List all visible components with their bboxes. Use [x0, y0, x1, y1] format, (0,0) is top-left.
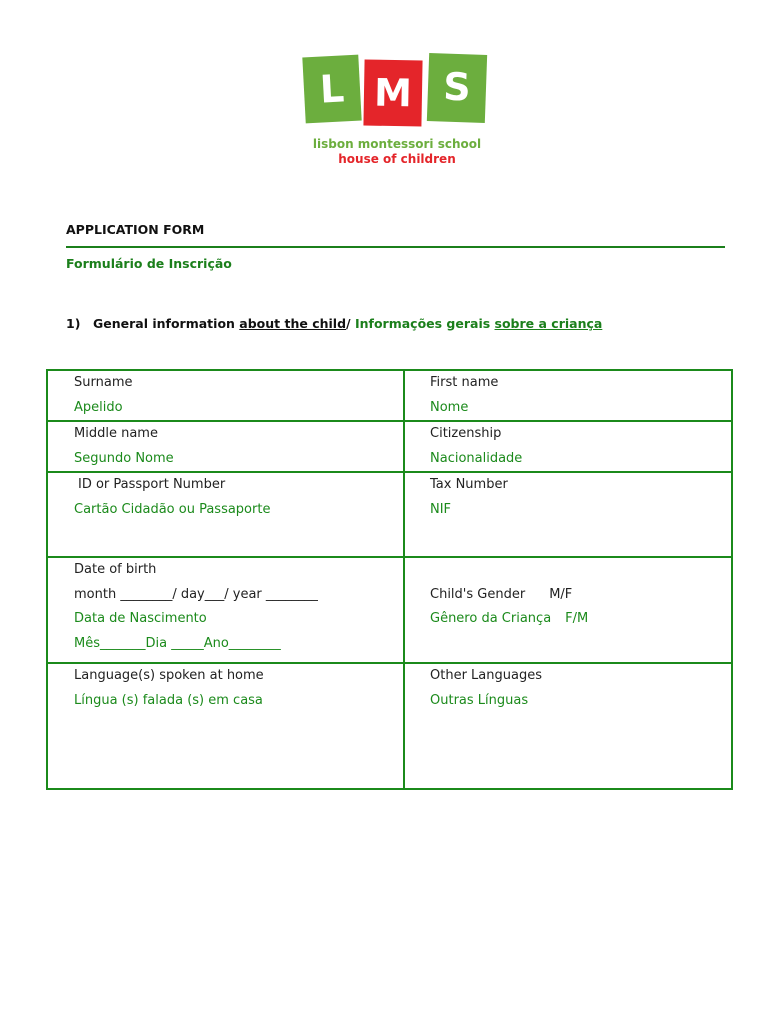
section-separator: /	[346, 316, 355, 331]
table-row	[47, 370, 732, 421]
first-name-label-pt: Nome	[430, 399, 469, 415]
section-title-pt-underlined: sobre a criança	[494, 316, 603, 331]
first-name-label: First name	[430, 375, 499, 390]
tax-number-label: Tax Number	[430, 477, 508, 492]
tax-number-label-pt: NIF	[430, 501, 452, 517]
surname-label: Surname	[74, 375, 133, 390]
dob-label-pt: Data de Nascimento	[74, 611, 207, 626]
gender-line-pt	[430, 607, 731, 632]
id-passport-label: ID or Passport Number	[78, 477, 226, 492]
table-row	[47, 557, 732, 663]
logo-school-name: lisbon montessori school	[312, 137, 482, 151]
gender-options-pt: F/M	[565, 611, 589, 626]
table-row	[47, 663, 732, 789]
other-languages-label: Other Languages	[430, 668, 542, 683]
section-title-en: General information	[93, 316, 240, 331]
table-row	[47, 472, 732, 557]
logo-tagline: house of children	[338, 152, 456, 166]
form-title: APPLICATION FORM	[66, 222, 205, 237]
logo-letter-l: L	[318, 66, 346, 112]
logo-letter-m: M	[373, 70, 413, 116]
gender-label-pt: Gênero da Criança	[430, 611, 552, 626]
citizenship-cell[interactable]	[404, 421, 732, 472]
section-title-en-underlined: about the child	[239, 316, 347, 331]
home-languages-label: Language(s) spoken at home	[74, 668, 264, 683]
citizenship-label-pt: Nacionalidade	[430, 450, 523, 466]
middle-name-cell[interactable]	[47, 421, 404, 472]
gender-cell[interactable]	[404, 557, 732, 663]
gender-label: Child's Gender	[430, 586, 526, 602]
citizenship-label: Citizenship	[430, 426, 502, 441]
dob-format-pt: Mês_______Dia _____Ano________	[74, 635, 281, 651]
middle-name-label-pt: Segundo Nome	[74, 450, 174, 466]
logo-tile-s	[427, 53, 487, 123]
section-heading	[66, 316, 602, 331]
logo-tile-l	[302, 55, 361, 124]
logo-letter-s: S	[442, 64, 472, 110]
id-passport-label-pt: Cartão Cidadão ou Passaporte	[74, 501, 271, 517]
surname-cell[interactable]	[47, 370, 404, 421]
gender-spacer	[430, 558, 731, 583]
middle-name-label: Middle name	[74, 426, 158, 441]
dob-label: Date of birth	[74, 562, 157, 577]
child-info-table	[46, 369, 733, 790]
gender-options: M/F	[549, 586, 573, 602]
section-number: 1)	[66, 316, 81, 331]
home-languages-cell[interactable]	[47, 663, 404, 789]
table-row	[47, 421, 732, 472]
gender-line	[430, 583, 731, 608]
other-languages-cell[interactable]	[404, 663, 732, 789]
form-subtitle: Formulário de Inscrição	[66, 256, 232, 271]
dob-format: month ________/ day___/ year ________	[74, 586, 318, 602]
id-passport-cell[interactable]	[47, 472, 404, 557]
other-languages-label-pt: Outras Línguas	[430, 692, 529, 708]
surname-label-pt: Apelido	[74, 399, 123, 415]
tax-number-cell[interactable]	[404, 472, 732, 557]
home-languages-label-pt: Língua (s) falada (s) em casa	[74, 692, 263, 708]
logo-tiles	[302, 52, 492, 130]
logo-tile-m	[363, 59, 422, 126]
first-name-cell[interactable]	[404, 370, 732, 421]
dob-cell[interactable]	[47, 557, 404, 663]
title-divider	[66, 246, 725, 248]
section-title-pt: Informações gerais	[354, 316, 495, 331]
school-logo	[302, 52, 492, 172]
